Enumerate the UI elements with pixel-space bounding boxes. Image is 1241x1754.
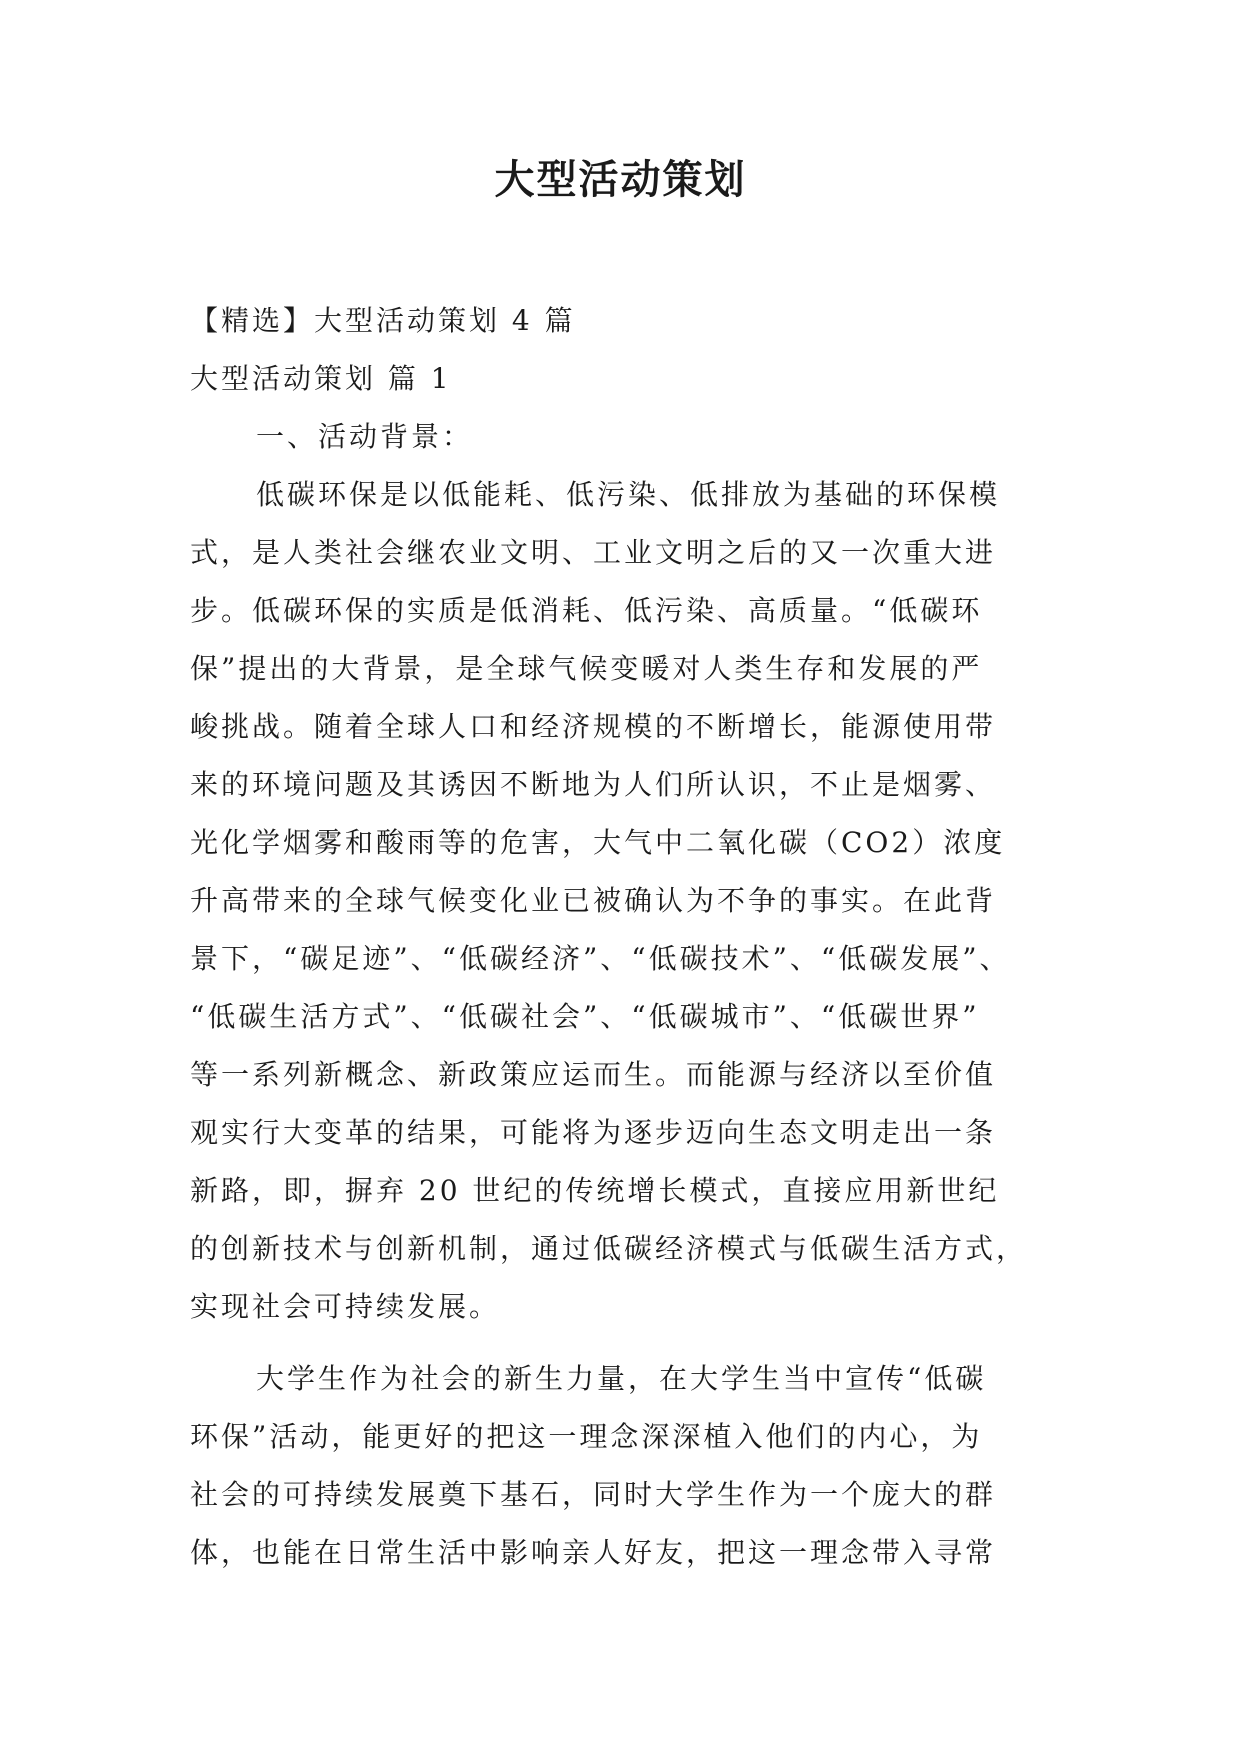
paragraph-line: 新路，即，摒弃 20 世纪的传统增长模式，直接应用新世纪 (190, 1174, 1000, 1207)
paragraph-line: 景下，“碳足迹”、“低碳经济”、“低碳技术”、“低碳发展”、 (190, 942, 1011, 975)
paragraph-line: 保”提出的大背景，是全球气候变暖对人类生存和发展的严 (190, 652, 983, 685)
section-heading: 大型活动策划 篇 1 (190, 362, 452, 395)
paragraph-line: 观实行大变革的结果，可能将为逐步迈向生态文明走出一条 (190, 1116, 997, 1149)
paragraph-line: 光化学烟雾和酸雨等的危害，大气中二氧化碳（CO2）浓度 (190, 826, 1006, 859)
paragraph-line: 升高带来的全球气候变化业已被确认为不争的事实。在此背 (190, 884, 997, 917)
paragraph-line: 实现社会可持续发展。 (190, 1290, 501, 1323)
paragraph-line: 等一系列新概念、新政策应运而生。而能源与经济以至价值 (190, 1058, 997, 1091)
paragraph-line: 峻挑战。随着全球人口和经济规模的不断增长，能源使用带 (190, 710, 997, 743)
paragraph-line: 的创新技术与创新机制，通过低碳经济模式与低碳生活方式， (190, 1232, 1028, 1265)
document-body (190, 292, 1060, 1582)
paragraph-line: 大学生作为社会的新生力量，在大学生当中宣传“低碳 (256, 1362, 987, 1395)
paragraph-line: 来的环境问题及其诱因不断地为人们所认识，不止是烟雾、 (190, 768, 997, 801)
paragraph-1 (190, 466, 1060, 1336)
paragraph-line: 低碳环保是以低能耗、低污染、低排放为基础的环保模 (256, 478, 1001, 511)
subtitle: 【精选】大型活动策划 4 篇 (190, 304, 576, 337)
paragraph-line: 步。低碳环保的实质是低消耗、低污染、高质量。“低碳环 (190, 594, 983, 627)
paragraph-line: “低碳生活方式”、“低碳社会”、“低碳城市”、“低碳世界” (190, 1000, 980, 1033)
paragraph-2 (190, 1350, 1060, 1582)
background-heading: 一、活动背景： (256, 420, 474, 453)
paragraph-line: 体，也能在日常生活中影响亲人好友，把这一理念带入寻常 (190, 1536, 997, 1569)
document-title: 大型活动策划 (494, 157, 747, 203)
paragraph-line: 社会的可持续发展奠下基石，同时大学生作为一个庞大的群 (190, 1478, 997, 1511)
paragraph-line: 式，是人类社会继农业文明、工业文明之后的又一次重大进 (190, 536, 997, 569)
paragraph-line: 环保”活动，能更好的把这一理念深深植入他们的内心，为 (190, 1420, 983, 1453)
